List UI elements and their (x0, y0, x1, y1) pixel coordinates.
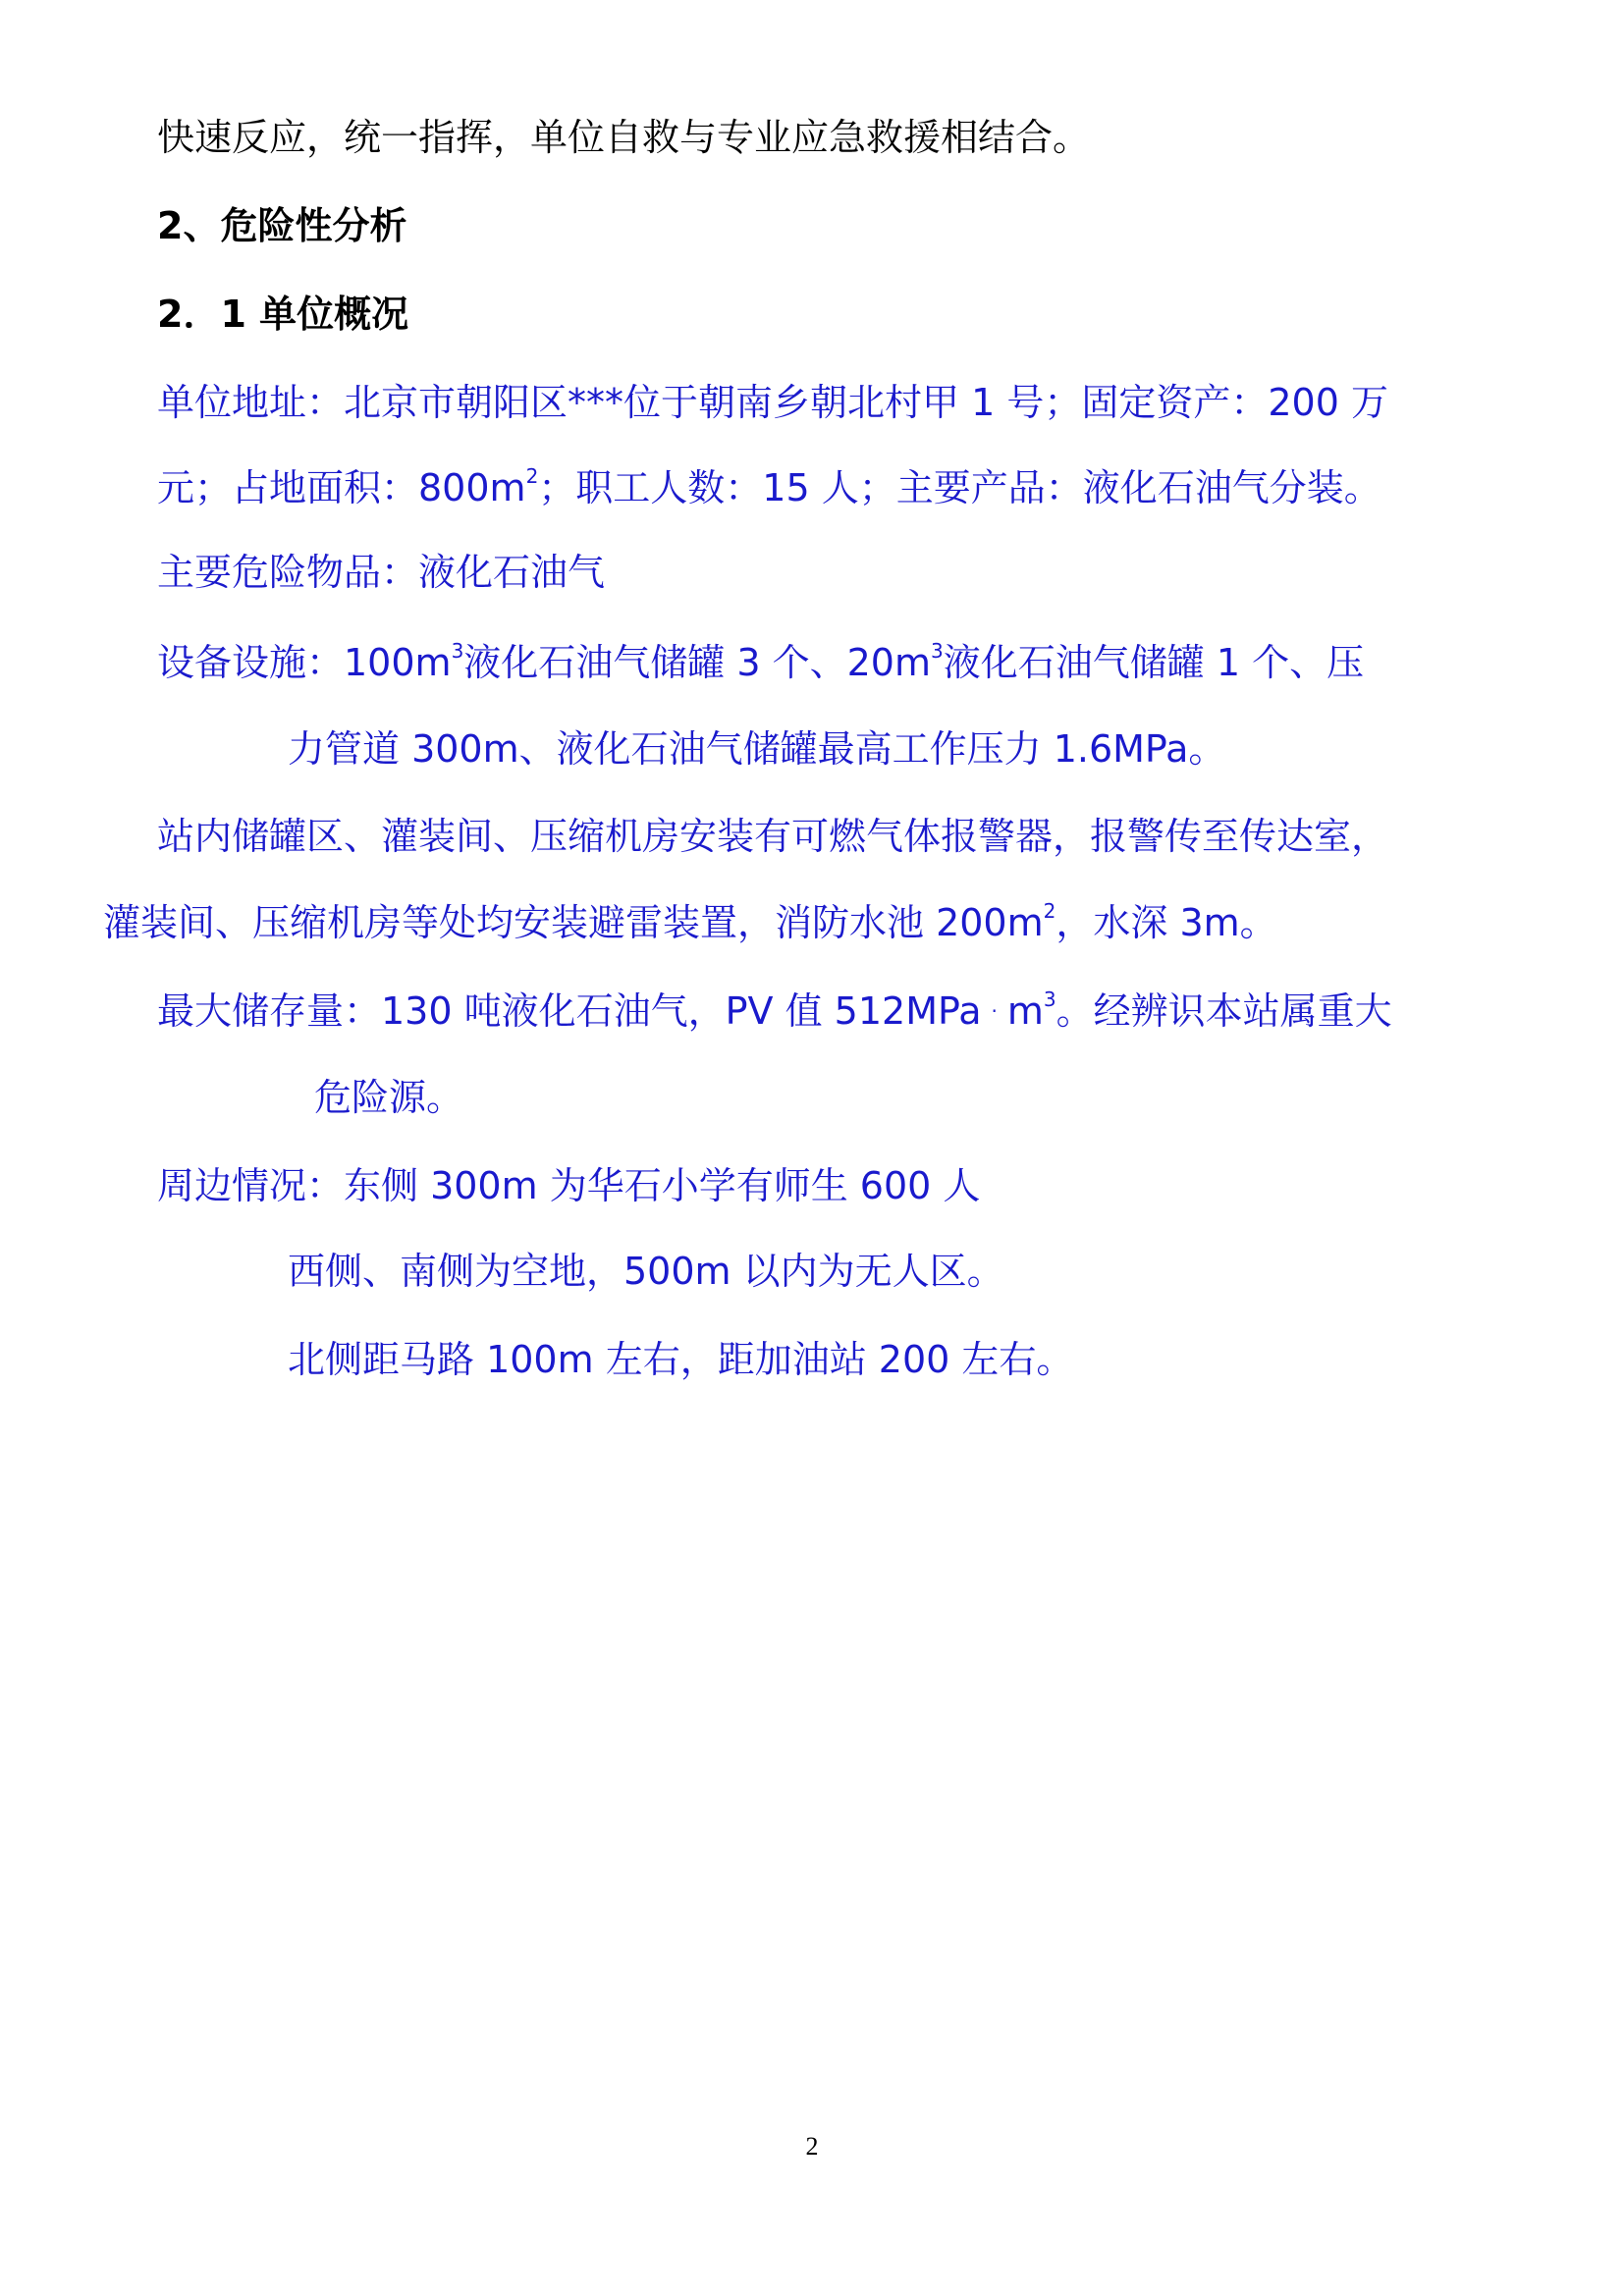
max-storage-line-2: 危险源。 (314, 1076, 464, 1119)
unit-address-line-2: 元；占地面积：$800m^2$；职工人数：15 人；主要产品：液化石油气分装。 (157, 464, 1381, 509)
station-safety-line-1: 站内储罐区、灌装间、压缩机房安装有可燃气体报警器，报警传至传达室， (157, 815, 1389, 858)
page-number: 2 (805, 2132, 819, 2161)
equipment-line-1: 设备设施：$100m^3$液化石油气储罐 3 个、$20m^3$液化石油气储罐 1 个、压 (157, 639, 1365, 684)
heading-hazard-analysis: 2、危险性分析 (157, 204, 407, 247)
heading-unit-overview: 2．1 单位概况 (157, 293, 409, 336)
unit-address-line-1: 单位地址：北京市朝阳区***位于朝南乡朝北村甲 1 号；固定资产：200 万 (157, 381, 1388, 424)
main-hazardous-materials: 主要危险物品：液化石油气 (157, 551, 606, 594)
paragraph-principle: 快速反应，统一指挥，单位自救与专业应急救援相结合。 (157, 116, 1091, 159)
surroundings-line-3: 北侧距马路 100m 左右，距加油站 200 左右。 (288, 1338, 1074, 1381)
max-storage-line-1: 最大储存量：130 吨液化石油气，PV 值 $512MPa \cdot m^3$。经辨识本站属重大 (157, 988, 1392, 1033)
surroundings-line-1: 周边情况：东侧 300m 为华石小学有师生 600 人 (157, 1164, 981, 1207)
surroundings-line-2: 西侧、南侧为空地，500m 以内为无人区。 (288, 1250, 1004, 1293)
equipment-line-2: 力管道 300m、液化石油气储罐最高工作压力 1.6MPa。 (288, 727, 1226, 771)
station-safety-line-2: 灌装间、压缩机房等处均安装避雷装置，消防水池 $200m^2$，水深 3m。 (103, 899, 1277, 944)
